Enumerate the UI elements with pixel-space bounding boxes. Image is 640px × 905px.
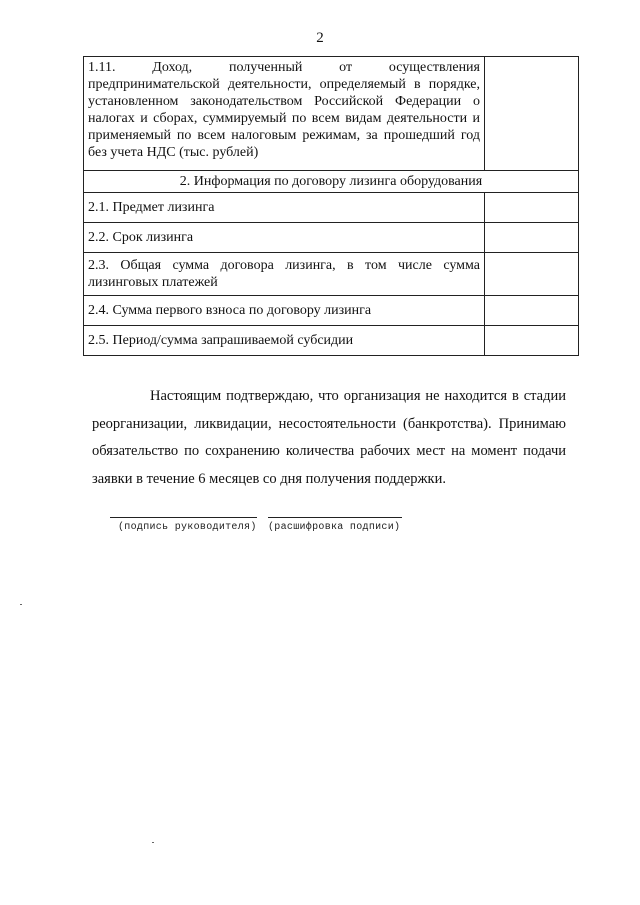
row-2-5-value[interactable] [485, 326, 579, 356]
row-2-1-label: 2.1. Предмет лизинга [84, 193, 485, 223]
signature-decode-caption: (расшифровка подписи) [268, 522, 401, 533]
table-row-2-5 [84, 326, 579, 356]
table-row-1-11 [84, 57, 579, 171]
leasing-info-table [83, 56, 579, 356]
row-2-2-value[interactable] [485, 223, 579, 253]
table-row-2-3 [84, 253, 579, 296]
scan-speck [20, 604, 22, 605]
row-1-11-value[interactable] [485, 57, 579, 171]
row-2-3-label: 2.3. Общая сумма договора лизинга, в том числе сумма лизинговых платежей [84, 253, 485, 296]
row-2-2-label: 2.2. Срок лизинга [84, 223, 485, 253]
row-2-4-label: 2.4. Сумма первого взноса по договору лизинга [84, 296, 485, 326]
row-2-4-value[interactable] [485, 296, 579, 326]
page-number: 2 [316, 30, 324, 46]
section-2-title: 2. Информация по договору лизинга оборудования [84, 171, 579, 193]
scan-speck [152, 842, 154, 843]
row-2-1-value[interactable] [485, 193, 579, 223]
row-2-5-label: 2.5. Период/сумма запрашиваемой субсидии [84, 326, 485, 356]
table-row-2-2 [84, 223, 579, 253]
table-row-2-1 [84, 193, 579, 223]
signature-line[interactable] [110, 517, 257, 518]
row-2-3-value[interactable] [485, 253, 579, 296]
table-row-2-4 [84, 296, 579, 326]
signature-caption: (подпись руководителя) [118, 522, 257, 533]
row-1-11-label: 1.11. Доход, полученный от осуществления предпринимательской деятельности, определяемый в порядке, установленном законодательством Российской Федерации о налогах и сборах, суммируемый по всем видам деятельности и применяемый по всем налоговым режимам, за прошедший год без учета НДС (тыс. рублей) [84, 57, 485, 171]
confirmation-statement: Настоящим подтверждаю, что организация не находится в стадии реорганизации, ликвидации, несостоятельности (банкротства). Принимаю обязательство по сохранению количества рабочих мест на момент подачи заявки в течение 6 месяцев со дня получения поддержки. [92, 388, 566, 487]
signature-decode-line[interactable] [268, 517, 402, 518]
table-section-2-header [84, 171, 579, 193]
